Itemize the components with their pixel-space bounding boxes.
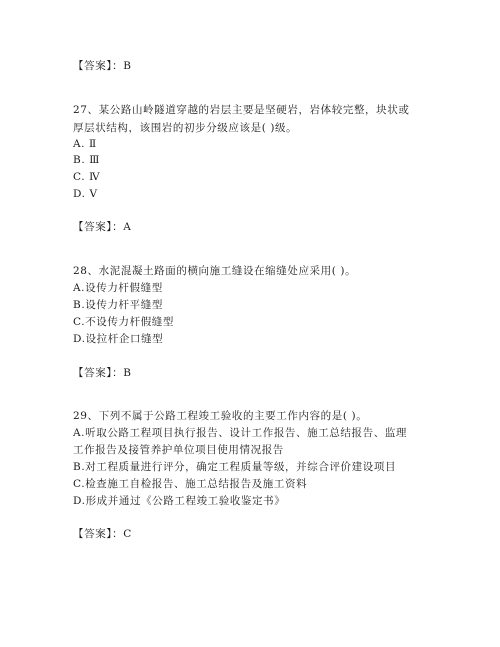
question-28-option-b: B.设传力杆平缝型 bbox=[73, 299, 163, 311]
question-29-option-c: C.检查施工自检报告、施工总结报告及施工资料 bbox=[73, 478, 308, 490]
question-28-option-d: D.设拉杆企口缝型 bbox=[73, 333, 164, 345]
question-27-option-d: D. Ⅴ bbox=[73, 188, 98, 200]
question-27-stem-line-1: 27、某公路山岭隧道穿越的岩层主要是坚硬岩，岩体较完整，块状或 bbox=[73, 104, 410, 116]
question-27-option-c: C. Ⅳ bbox=[73, 171, 101, 183]
question-27-stem-line-2: 厚层状结构，该围岩的初步分级应该是( )级。 bbox=[73, 122, 298, 134]
answer-line: 【答案】：C bbox=[73, 528, 132, 540]
question-27-option-a: A. Ⅱ bbox=[73, 138, 97, 150]
question-27-option-b: B. Ⅲ bbox=[73, 154, 100, 166]
question-29-option-a-line-2: 工作报告及接管养护单位项目使用情况报告 bbox=[73, 444, 284, 456]
question-29-option-b: B.对工程质量进行评分，确定工程质量等级，并综合评价建设项目 bbox=[73, 461, 397, 473]
question-28-stem-line-1: 28、水泥混凝土路面的横向施工缝设在缩缝处应采用( )。 bbox=[73, 265, 357, 277]
question-29-stem-line-1: 29、下列不属于公路工程竣工验收的主要工作内容的是( )。 bbox=[73, 410, 368, 422]
answer-line: 【答案】：B bbox=[73, 60, 132, 72]
question-29-option-d: D.形成并通过《公路工程竣工验收鉴定书》 bbox=[73, 495, 286, 507]
answer-line: 【答案】：A bbox=[73, 221, 132, 233]
answer-line: 【答案】：B bbox=[73, 367, 132, 379]
question-28-option-a: A.设传力杆假缝型 bbox=[73, 282, 163, 294]
question-28-option-c: C.不设传力杆假缝型 bbox=[73, 316, 174, 328]
question-29-option-a-line-1: A.听取公路工程项目执行报告、设计工作报告、施工总结报告、监理 bbox=[73, 427, 408, 439]
